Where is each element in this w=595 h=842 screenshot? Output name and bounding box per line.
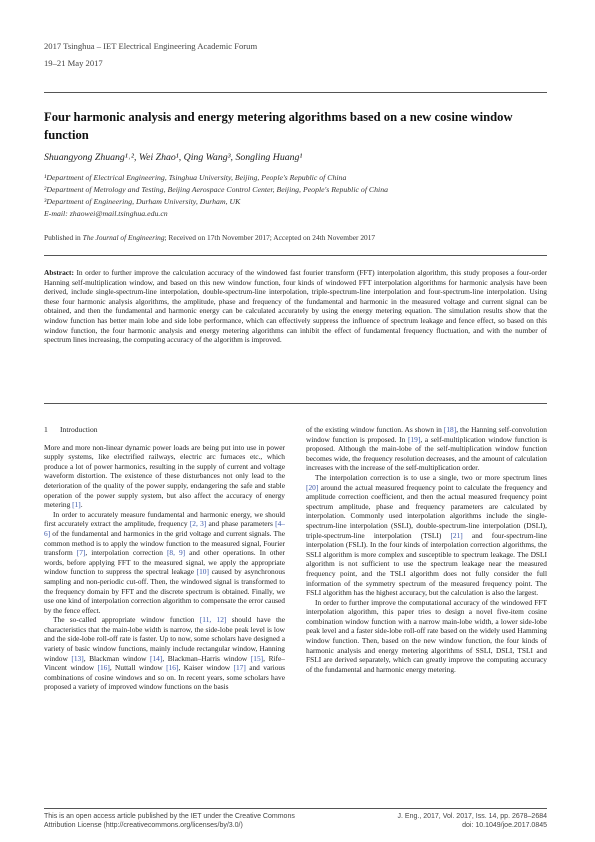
citation-info [398, 812, 547, 830]
section-heading [44, 425, 285, 435]
doi[interactable]: doi: 10.1049/joe.2017.0845 [462, 822, 547, 829]
license-line-2[interactable]: Attribution License (http://creativecommons.org/licenses/by/3.0/) [44, 822, 243, 829]
citation-link[interactable]: [16] [166, 663, 179, 673]
left-column [44, 425, 285, 692]
conference-name: 2017 Tsinghua – IET Electrical Engineering Academic Forum [44, 41, 258, 51]
intro-paragraph-6: In order to further improve the computational accuracy of the windowed FFT interpolation algorithm, this paper tries to design a novel five-item cosine combination window function with a narrow main-lobe width, a lower side-lobe peak level and a faster side-lobe roll-off rate based on the widely used Hamming window function. Then, based on the new window function, the four kinds of harmonic analysis and energy metering algorithms of SSLI, DSLI, TSLI and FSLI are derived separately, which can greatly improve the computing accuracy of the fundamental and harmonic energy metering. [306, 597, 547, 674]
intro-paragraph-1: More and more non-linear dynamic power loads are being put into use in power supply systems, like electrified railways, electric arc furnaces etc., which produce a lot of power harmonics, resulting in the supply of current and voltage waveform distortion. The existence of these disturbances not only lead to the deterioration of the quality of the power supply, endangering the safe and stable operation of the power supply system, but also affect the accuracy of energy metering [1]. [44, 442, 285, 510]
citation-link[interactable]: [13] [71, 653, 84, 663]
author-list: Shuangyong Zhuang¹˒², Wei Zhao¹, Qing Wang³, Songling Huang¹ [44, 152, 303, 163]
citation-link[interactable]: [4–6] [44, 519, 285, 538]
abstract-label: Abstract: [44, 268, 74, 277]
abstract-bottom-rule [44, 403, 547, 404]
publication-info [44, 233, 375, 242]
citation-link[interactable]: [19] [408, 434, 421, 444]
citation-link[interactable]: [17] [233, 663, 246, 673]
citation-link[interactable]: [8, 9] [166, 548, 186, 558]
intro-paragraph-4: of the existing window function. As shown in [18], the Hanning self-convolution window function is proposed. In [19], a self-multiplication window function is proposed. Although the main-lobe of the self-multiplication window function becomes wide, the frequency resolution decreases, and the amount of calculation increases with the increase of the self-multiplication order. [306, 425, 548, 473]
intro-paragraph-5: The interpolation correction is to use a single, two or more spectrum lines [20] around the actual measured frequency point to calculate the frequency and amplitude correction coefficient, and then the actual measured frequency point spectrum amplitude, phase and frequency parameters are calculated by interpolation. Commonly used interpolation algorithms include the single-spectrum-line interpolation (SSLI), double-spectrum-line interpolation (DSLI), triple-spectrum-line interpolation (TSLI) [21] and four-spectrum-line interpolation (FSLI). In the four kinds of interpolation correction algorithms, the SSLI algorithm is more complex and susceptible to spectrum leakage. The DSLI algorithm is not sufficient to use the spectrum leakage near the measured frequency point, and the TSLI algorithm does not fully consider the full information of the symmetry spectrum of the measured frequency point. The FSLI algorithm has the highest accuracy, but the calculation is also the largest. [306, 472, 547, 598]
published-prefix: Published in [44, 233, 83, 242]
affiliation-3: ³Department of Engineering, Durham University, Durham, UK [44, 197, 241, 206]
citation-link[interactable]: [7] [76, 548, 86, 558]
citation-link[interactable]: [11, 12] [199, 615, 227, 625]
citation-line-1: J. Eng., 2017, Vol. 2017, Iss. 14, pp. 2678–2684 [397, 813, 547, 820]
citation-link[interactable]: [15] [250, 653, 264, 663]
abstract [44, 268, 547, 345]
license-line-1: This is an open access article published by the IET under the Creative Commons [44, 813, 295, 820]
published-dates: ; Received on 17th November 2017; Accepted on 24th November 2017 [164, 233, 376, 242]
citation-link[interactable]: [10] [196, 567, 209, 577]
paper-title: Four harmonic analysis and energy metering algorithms based on a new cosine window function [44, 110, 513, 142]
citation-link[interactable]: [20] [306, 482, 319, 492]
journal-name[interactable]: The Journal of Engineering [82, 233, 165, 242]
header-rule [44, 92, 547, 93]
license-notice [44, 812, 295, 830]
contact-email: E-mail: zhaowei@mail.tsinghua.edu.cn [44, 209, 168, 218]
right-column [306, 425, 547, 674]
citation-link[interactable]: [16] [97, 663, 110, 673]
section-number: 1 [44, 425, 48, 434]
section-title: Introduction [60, 425, 98, 434]
intro-paragraph-3: The so-called appropriate window function [11, 12] should have the characteristics that the main-lobe width is narrow, the side-lobe peak level is low and the side-lobe roll-off rate is faster. Up to now, some scholars have designed a variety of basic window functions, mainly include rectangular window, Hanning window [13], Blackman window [14], Blackman–Harris window [15], Rife–Vincent window [16], Nuttall window [16], Kaiser window [17] and various combinations of cosine windows and so on. In recent years, some scholars have proposed a variety of improved window functions on the basis [44, 615, 286, 692]
citation-link[interactable]: [21] [450, 530, 463, 540]
abstract-text: In order to further improve the calculation accuracy of the windowed fast fourier transform (FFT) interpolation algorithm, this study proposes a four-order Hanning self-multiplication window, and based on this new window function, four kinds of windowed FFT interpolation algorithms for harmonic analysis have been derived, include single-spectrum-line interpolation, double-spectrum-line interpolation, triple-spectrum-line interpolation and four-spectrum-line interpolation. Using these four harmonic analysis algorithms, the amplitude, phase and frequency of the fundamental and harmonic in the measured voltage and current signal can be obtained, and then the fundamental and harmonic energy can be calculated accurately by using the energy metering equation. The simulation results show that the window function has better main lobe and side lobe performance, which can effectively suppress the influence of spectrum leakage and fence effect, so based on this window function, the four harmonic analysis and energy metering algorithms can inhibit the effect of fundamental frequency fluctuation, and with the number of spectrum lines increasing, the computing accuracy of the algorithm is improved. [44, 268, 547, 345]
citation-link[interactable]: [1] [72, 500, 81, 510]
citation-link[interactable]: [2, 3] [189, 519, 207, 529]
intro-paragraph-2: In order to accurately measure fundamental and harmonic energy, we should first accurately extract the amplitude, frequency [2, 3] and phase parameters [4–6] of the fundamental and harmonics in the grid voltage and current signals. The common method is to apply the window function to the measured signal, Fourier transform [7], interpolation correction [8, 9] and other operations. In other words, before applying FFT to the measured signal, we apply the appropriate window function to suppress the spectral leakage [10] caused by asynchronous sampling and non-periodic cut-off. Then, the windowed signal is transformed to the frequency domain by FFT and the discrete spectrum is obtained. Finally, we use one kind of interpolation correction algorithm to compensate the error caused by the fence effect. [44, 509, 285, 615]
affiliation-1: ¹Department of Electrical Engineering, Tsinghua University, Beijing, People's Republic of China [44, 173, 347, 182]
abstract-top-rule [44, 255, 547, 256]
citation-link[interactable]: [14] [150, 653, 163, 663]
footer-rule [44, 808, 547, 809]
affiliation-2: ²Department of Metrology and Testing, Beijing Aerospace Control Center, Beijing, People's Republic of China [44, 185, 388, 194]
conference-dates: 19–21 May 2017 [44, 58, 103, 68]
citation-link[interactable]: [18] [443, 425, 457, 434]
